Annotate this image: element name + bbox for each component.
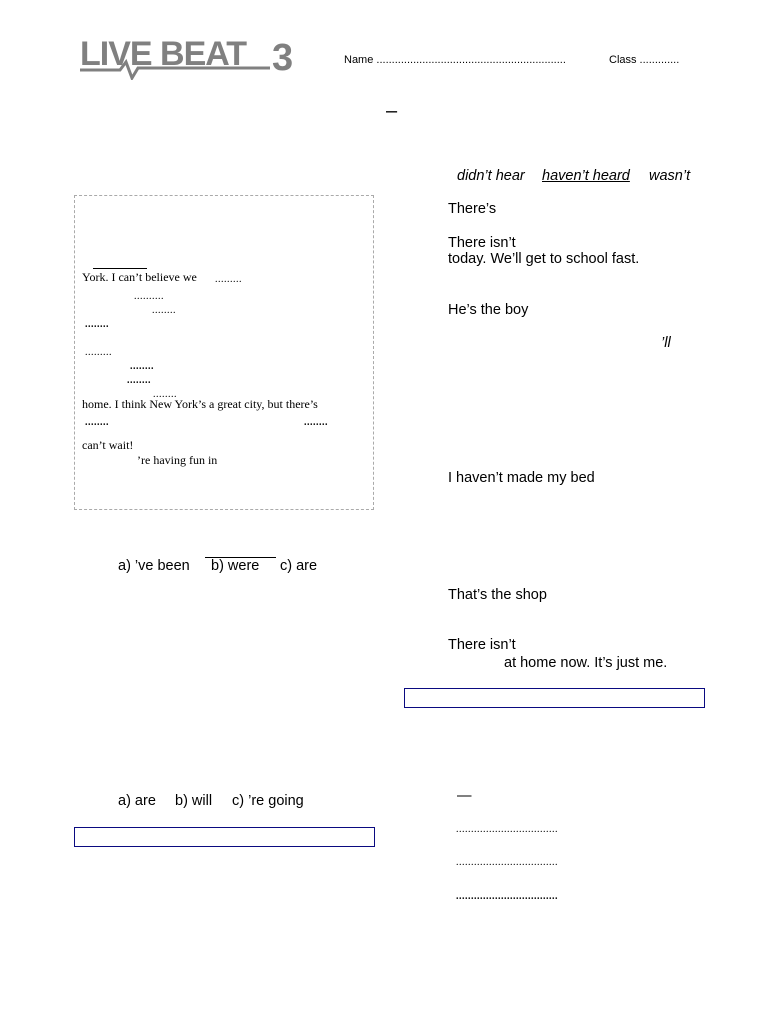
answer-line-1[interactable]: .................................. — [456, 824, 558, 835]
letter-gap-h[interactable]: ........ — [153, 389, 177, 400]
text-ll-fragment: ’ll — [661, 335, 671, 351]
letter-gap-j[interactable]: ........ — [304, 417, 328, 428]
option-were: b) were — [211, 558, 260, 574]
dash-2: — — [457, 788, 472, 804]
letter-gap-a[interactable]: ......... — [215, 274, 242, 285]
option-wasnt: wasn’t — [649, 168, 691, 184]
letter-underline-1 — [93, 268, 147, 269]
letter-gap-d[interactable]: ........ — [85, 319, 109, 330]
answer-box-left[interactable] — [74, 827, 375, 847]
live-beat-logo — [80, 30, 300, 80]
class-field[interactable]: Class ............. — [609, 54, 680, 66]
letter-box — [74, 195, 374, 510]
text-there-isnt-1: There isn’t — [448, 235, 516, 251]
letter-line-having-fun: ’re having fun in — [137, 453, 218, 467]
letter-gap-g[interactable]: ........ — [127, 375, 151, 386]
option-will: b) will — [175, 793, 213, 809]
option-didnt-hear: didn’t hear — [457, 168, 525, 184]
letter-gap-c[interactable]: ........ — [152, 305, 176, 316]
text-at-home-line: at home now. It’s just me. — [504, 655, 668, 671]
text-thats-the-shop: That’s the shop — [448, 587, 547, 603]
name-field[interactable]: Name .............................................................. — [344, 54, 566, 66]
letter-gap-b[interactable]: .......... — [134, 291, 164, 302]
answer-box-right[interactable] — [404, 688, 705, 708]
letter-gap-i[interactable]: ........ — [85, 417, 109, 428]
text-hes-the-boy: He’s the boy — [448, 302, 529, 318]
letter-line-york: York. I can’t believe we — [82, 270, 197, 284]
option-are-2: a) are — [118, 793, 156, 809]
letter-gap-f[interactable]: ........ — [130, 361, 154, 372]
answer-line-2[interactable]: .................................. — [456, 857, 558, 868]
option-ve-been: a) ’ve been — [118, 558, 190, 574]
option-are: c) are — [280, 558, 318, 574]
title-dash: – — [386, 100, 398, 122]
letter-line-cant-wait: can’t wait! — [82, 438, 134, 452]
option-re-going: c) ’re going — [232, 793, 304, 809]
option-havent-heard: haven’t heard — [542, 168, 630, 184]
svg-text:LIVE BEAT: LIVE BEAT — [80, 35, 247, 73]
letter-gap-e[interactable]: ......... — [85, 347, 112, 358]
text-today-line: today. We’ll get to school fast. — [448, 251, 640, 267]
text-havent-made-bed: I haven’t made my bed — [448, 470, 595, 486]
text-there-isnt-2: There isn’t — [448, 637, 516, 653]
letter-line-home: home. I think New York’s a great city, but there’s — [82, 397, 318, 411]
svg-text:3: 3 — [272, 37, 294, 79]
answer-line-3[interactable]: .................................. — [456, 891, 558, 902]
text-theres: There’s — [448, 201, 497, 217]
